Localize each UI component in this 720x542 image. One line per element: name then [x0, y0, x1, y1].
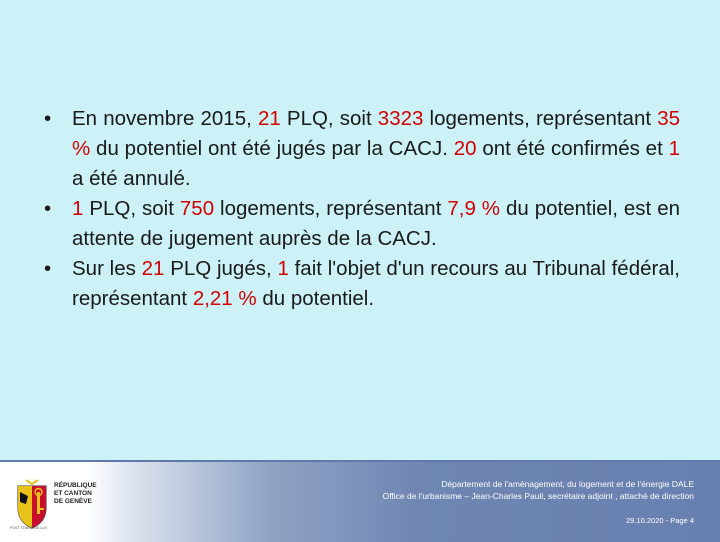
bullet-text-run: a été annulé.	[72, 167, 191, 190]
bullet-text-run: logements, représentant	[423, 107, 658, 130]
bullet-text-run: PLQ, soit	[280, 107, 378, 130]
bullet-dot: •	[44, 107, 52, 130]
bullet-text-run: logements, représentant	[214, 197, 448, 220]
highlighted-figure: 1	[72, 197, 84, 220]
bullet-text-run: du potentiel.	[256, 287, 375, 310]
bullet-item-3	[44, 254, 680, 314]
date-page-number: 29.10.2020 - Page 4	[626, 516, 694, 525]
office-name: Office de l'urbanisme – Jean-Charles Pauli, secrétaire adjoint , attaché de direction	[382, 491, 694, 501]
geneva-logo	[8, 468, 97, 534]
logo-motto: POST TENEBRAS LUX	[10, 526, 48, 530]
bullet-text-run: PLQ jugés,	[164, 257, 278, 280]
bullet-dot: •	[44, 197, 52, 220]
highlighted-figure: 3323	[377, 107, 424, 130]
bullet-text-run: En novembre 2015,	[72, 107, 258, 130]
highlighted-figure: 35 %	[72, 107, 681, 160]
bullet-text-run: fait l'objet d'un recours au Tribunal fédéral, représentant	[72, 257, 680, 310]
highlighted-figure: 750	[179, 197, 215, 220]
bullet-text	[72, 107, 680, 190]
footer-credits	[383, 478, 694, 502]
logo-line: ET CANTON	[54, 490, 92, 497]
bullet-text-run: du potentiel ont été jugés par la CACJ.	[90, 137, 454, 160]
highlighted-figure: 2,21 %	[192, 287, 257, 310]
footer-bar	[0, 460, 720, 542]
highlighted-figure: 1	[668, 137, 680, 160]
bullet-text-run: PLQ, soit	[83, 197, 180, 220]
bullet-item-1	[44, 104, 680, 194]
bullet-text-run: Sur les	[72, 257, 142, 280]
department-name: Département de l'aménagement, du logement et de l'énergie DALE	[441, 479, 694, 489]
bullet-text-run: ont été confirmés et	[476, 137, 669, 160]
bullet-text-run: du potentiel, est en attente de jugement auprès de la CACJ.	[72, 197, 681, 250]
bullet-list	[44, 104, 680, 314]
highlighted-figure: 1	[277, 257, 289, 280]
logo-line: RÉPUBLIQUE	[54, 482, 97, 489]
logo-line: DE GENÈVE	[54, 498, 92, 505]
bullet-dot: •	[44, 257, 52, 280]
highlighted-figure: 7,9 %	[447, 197, 501, 220]
bullet-text	[72, 197, 680, 250]
bullet-text	[72, 257, 680, 310]
highlighted-figure: 21	[257, 107, 281, 130]
highlighted-figure: 21	[141, 257, 165, 280]
highlighted-figure: 20	[453, 137, 477, 160]
logo-text	[54, 482, 97, 506]
geneva-crest-icon	[10, 478, 54, 530]
bullet-item-2	[44, 194, 680, 254]
